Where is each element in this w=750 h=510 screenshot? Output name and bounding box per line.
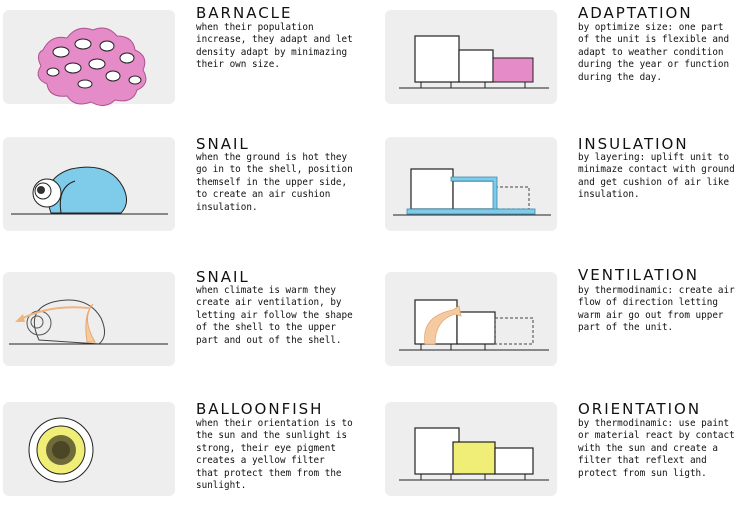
snail-ventilation-title: SNAIL [196, 268, 250, 286]
flexible-unit [493, 58, 533, 82]
balloonfish-title: BALLOONFISH [196, 400, 324, 418]
ventilation-sketch-panel [385, 268, 560, 370]
orientation-description: by thermodinamic: use paint or material react by contact with the sun and create a filter that reflext and protect from sun ligth. [578, 418, 735, 479]
snail-insulation-description: when the ground is hot they go in to the shell, position themself in the upper side, to create an air cushion insulation. [196, 152, 353, 213]
adaptation-description: by optimize size: one part of the unit is flexible and adapt to weather condition during the year or function during the day. [578, 22, 730, 83]
snail-insulation-sketch-panel [3, 133, 178, 235]
insulation-title: INSULATION [578, 135, 689, 153]
balloonfish-sketch-panel [3, 398, 178, 500]
adaptation-title: ADAPTATION [578, 4, 693, 22]
orientation-sketch-panel [385, 398, 560, 500]
barnacle-title: BARNACLE [196, 4, 293, 22]
snail-ventilation-sketch-panel [3, 268, 178, 370]
ventilation-description: by thermodinamic: create air flow of direction letting warm air go out from upper part of the unit. [578, 285, 735, 334]
balloonfish-description: when their orientation is to the sun and the sunlight is strong, their eye pigment creates a yellow filter that protect them from the sunlight. [196, 418, 353, 492]
sun-filter-unit [453, 442, 495, 474]
ventilation-title: VENTILATION [578, 266, 699, 284]
barnacle-description: when their population increase, they adapt and let density adapt by minimazing their own size. [196, 22, 353, 71]
insulation-description: by layering: uplift unit to minimaze contact with ground and get cushion of air like insulation. [578, 152, 735, 201]
adaptation-sketch-panel [385, 6, 560, 108]
barnacle-sketch-panel [3, 6, 178, 108]
snail-ventilation-description: when climate is warm they create air ventilation, by letting air follow the shape of the shell to the upper part and out of the shell. [196, 285, 353, 346]
orientation-title: ORIENTATION [578, 400, 702, 418]
insulation-sketch-panel [385, 133, 560, 235]
snail-insulation-title: SNAIL [196, 135, 250, 153]
